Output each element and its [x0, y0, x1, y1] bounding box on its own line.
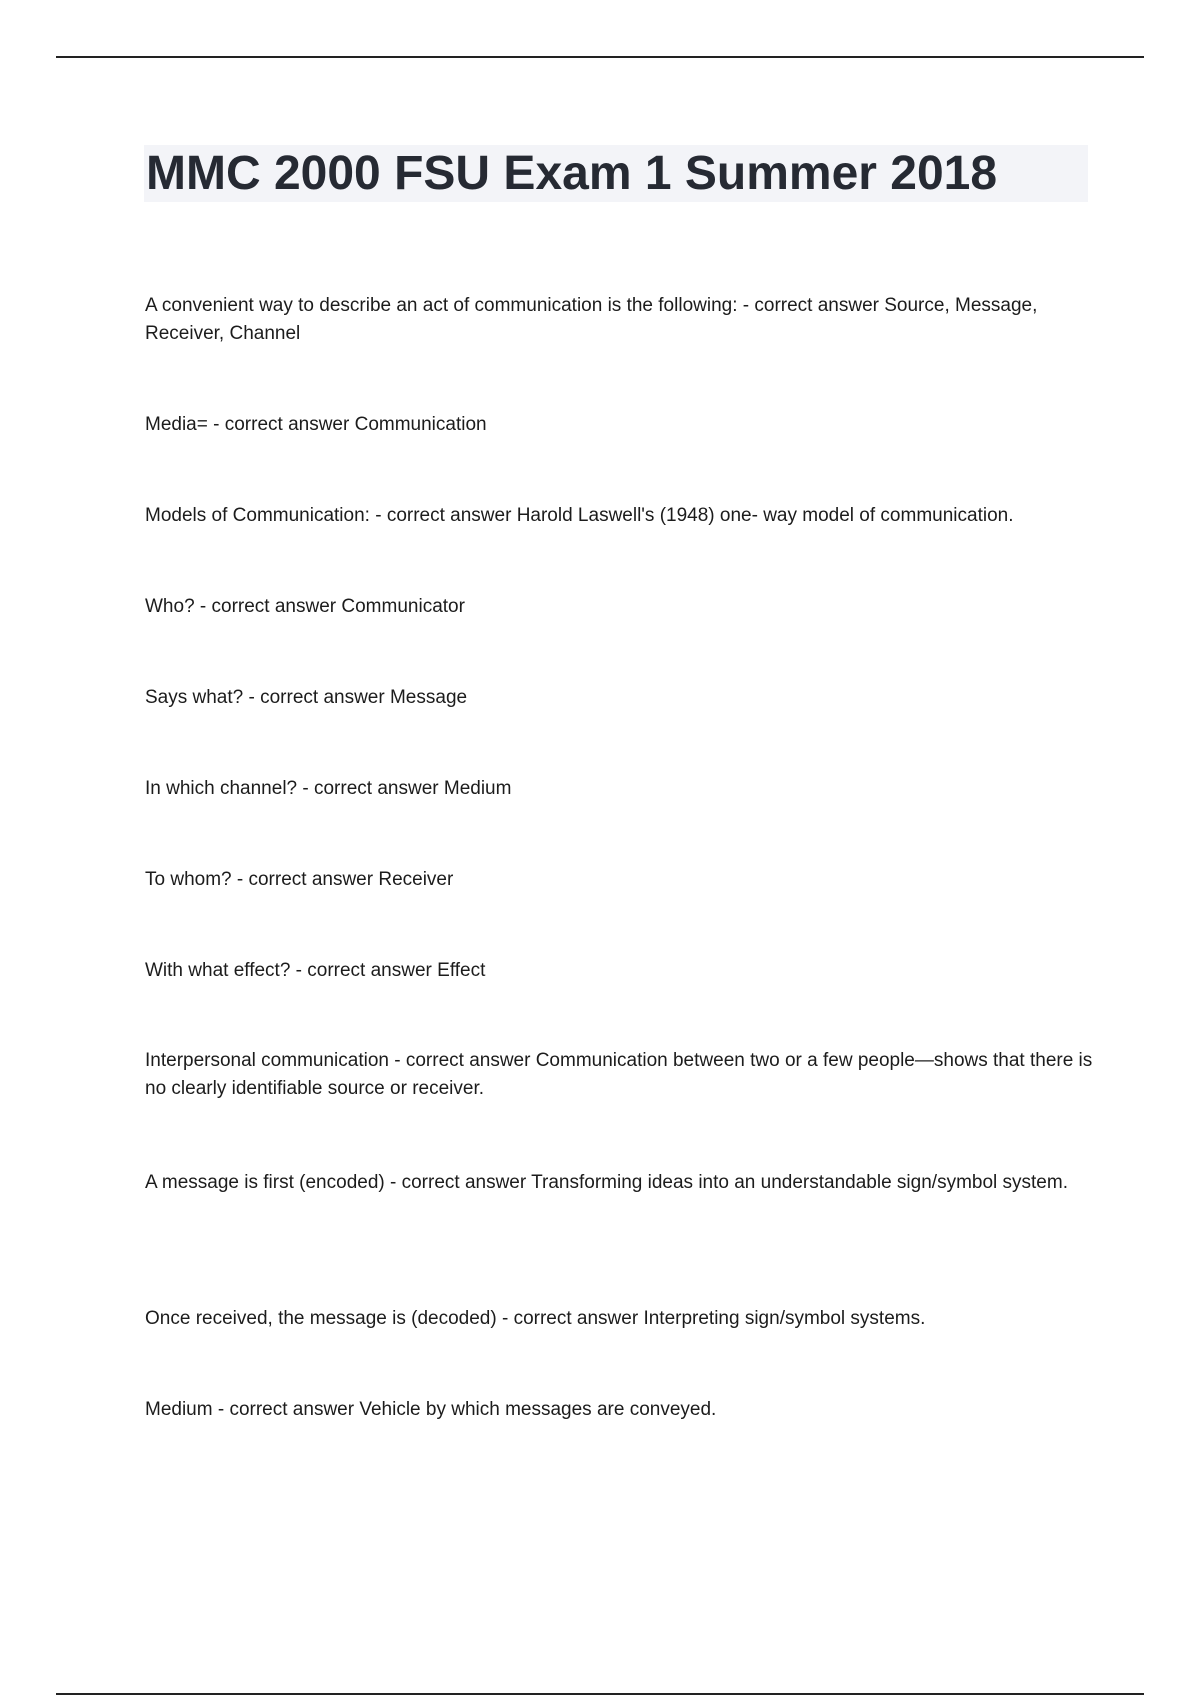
- flashcard-entry: A convenient way to describe an act of communication is the following: - correct answer Source, Message, Receiver, Channel: [145, 295, 1038, 344]
- flashcard-entry: Medium - correct answer Vehicle by which messages are conveyed.: [145, 1399, 717, 1420]
- flashcard-entry: A message is first (encoded) - correct answer Transforming ideas into an understandable sign/symbol system.: [145, 1172, 1068, 1193]
- flashcard-entry: Models of Communication: - correct answer Harold Laswell's (1948) one- way model of communication.: [145, 505, 1014, 526]
- flashcard-entry: To whom? - correct answer Receiver: [145, 869, 454, 890]
- flashcard-entry: In which channel? - correct answer Medium: [145, 778, 512, 799]
- flashcard-entry: Once received, the message is (decoded) - correct answer Interpreting sign/symbol systems.: [145, 1308, 926, 1329]
- top-divider: [56, 56, 1144, 58]
- flashcard-entry: Says what? - correct answer Message: [145, 687, 468, 708]
- document-title: MMC 2000 FSU Exam 1 Summer 2018: [146, 147, 998, 200]
- flashcard-entry: Who? - correct answer Communicator: [145, 596, 465, 617]
- flashcard-entry: With what effect? - correct answer Effect: [145, 960, 486, 981]
- bottom-divider: [56, 1693, 1144, 1695]
- flashcard-entry: Interpersonal communication - correct answer Communication between two or a few people—shows that there is no clearly identifiable source or receiver.: [145, 1050, 1093, 1099]
- flashcard-entry: Media= - correct answer Communication: [145, 414, 487, 435]
